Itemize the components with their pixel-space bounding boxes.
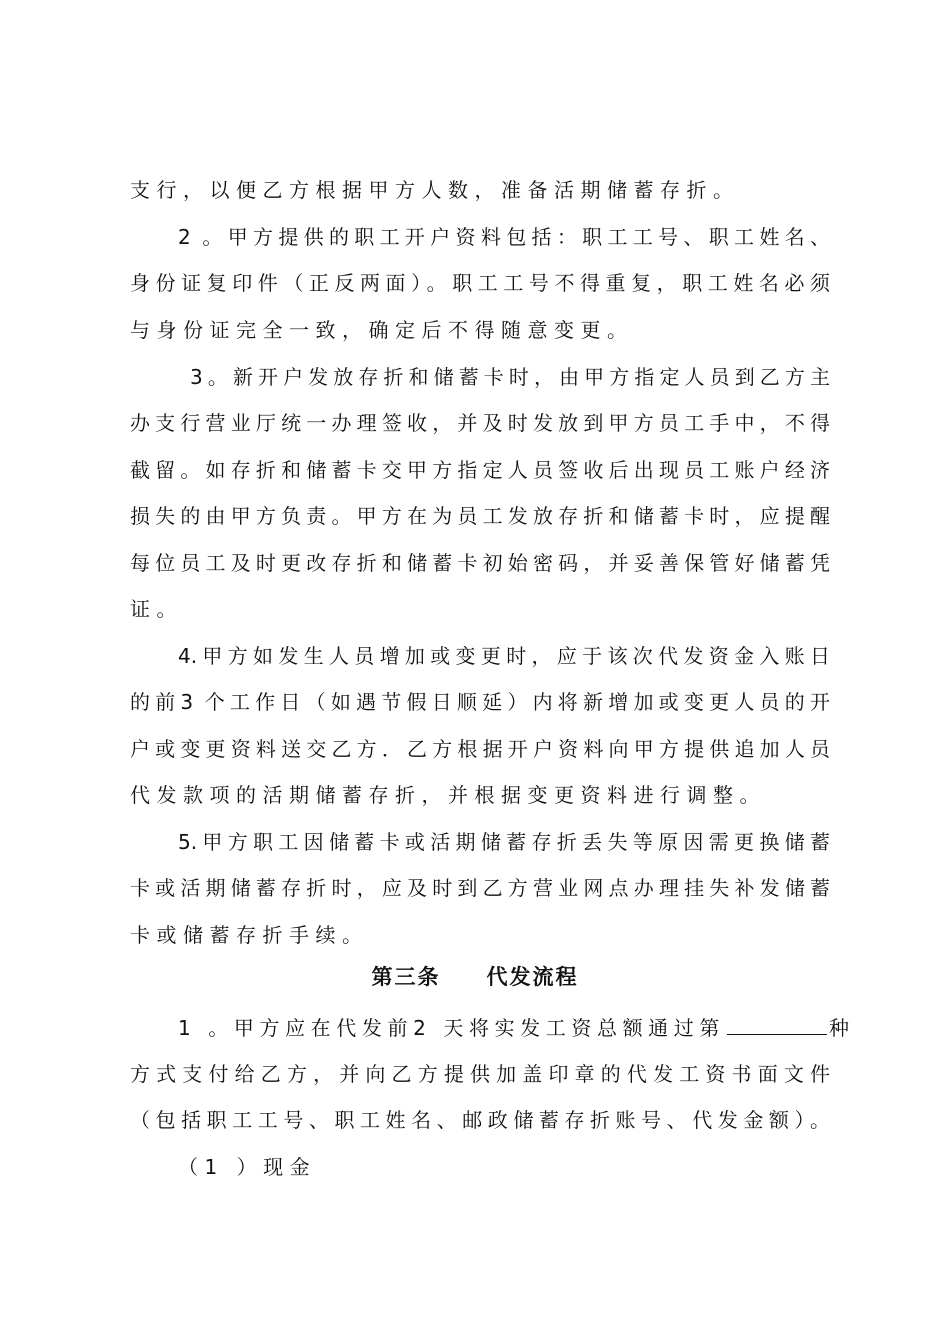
text-line: 户或变更资料送交乙方．乙方根据开户资料向甲方提供追加人员	[130, 737, 830, 761]
text-line: 截留。如存折和储蓄卡交甲方指定人员签收后出现员工账户经济	[130, 458, 830, 482]
text-line: 代发款项的活期储蓄存折，并根据变更资料进行调整。	[130, 783, 766, 807]
text-line: 每位员工及时更改存折和储蓄卡初始密码，并妥善保管好储蓄凭	[130, 551, 830, 575]
text-fragment: 种	[828, 1016, 855, 1040]
text-line: 卡或储蓄存折手续。	[130, 923, 369, 947]
text-line: 3。新开户发放存折和储蓄卡时，由甲方指定人员到乙方主	[190, 365, 830, 389]
option-item: （1 ）现金	[178, 1155, 317, 1179]
text-line: 身份证复印件（正反两面）。职工工号不得重复，职工姓名必须	[130, 271, 830, 295]
text-line: 办支行营业厅统一办理签收，并及时发放到甲方员工手中，不得	[130, 411, 830, 435]
text-line: 方式支付给乙方，并向乙方提供加盖印章的代发工资书面文件	[130, 1062, 830, 1086]
text-line: （包括职工工号、职工姓名、邮政储蓄存折账号、代发金额）。	[130, 1108, 830, 1132]
section-heading: 第三条 代发流程	[371, 965, 579, 989]
text-line: 的前3 个工作日（如遇节假日顺延）内将新增加或变更人员的开	[130, 690, 830, 714]
text-line-with-blank	[178, 1012, 855, 1043]
text-line: 卡或活期储蓄存折时，应及时到乙方营业网点办理挂失补发储蓄	[130, 876, 830, 900]
text-line: 与身份证完全一致，确定后不得随意变更。	[130, 318, 634, 342]
text-line: 5.甲方职工因储蓄卡或活期储蓄存折丢失等原因需更换储蓄	[178, 830, 830, 854]
text-fragment: 1 。甲方应在代发前2 天将实发工资总额通过第	[178, 1016, 725, 1040]
fill-in-blank	[727, 1012, 827, 1035]
text-line: 损失的由甲方负责。甲方在为员工发放存折和储蓄卡时，应提醒	[130, 504, 830, 528]
text-line: 4.甲方如发生人员增加或变更时，应于该次代发资金入账日	[178, 644, 830, 668]
text-line: 支行，以便乙方根据甲方人数，准备活期储蓄存折。	[130, 178, 740, 202]
text-line: 证。	[130, 597, 183, 621]
text-line: 2 。甲方提供的职工开户资料包括：职工工号、职工姓名、	[178, 225, 830, 249]
